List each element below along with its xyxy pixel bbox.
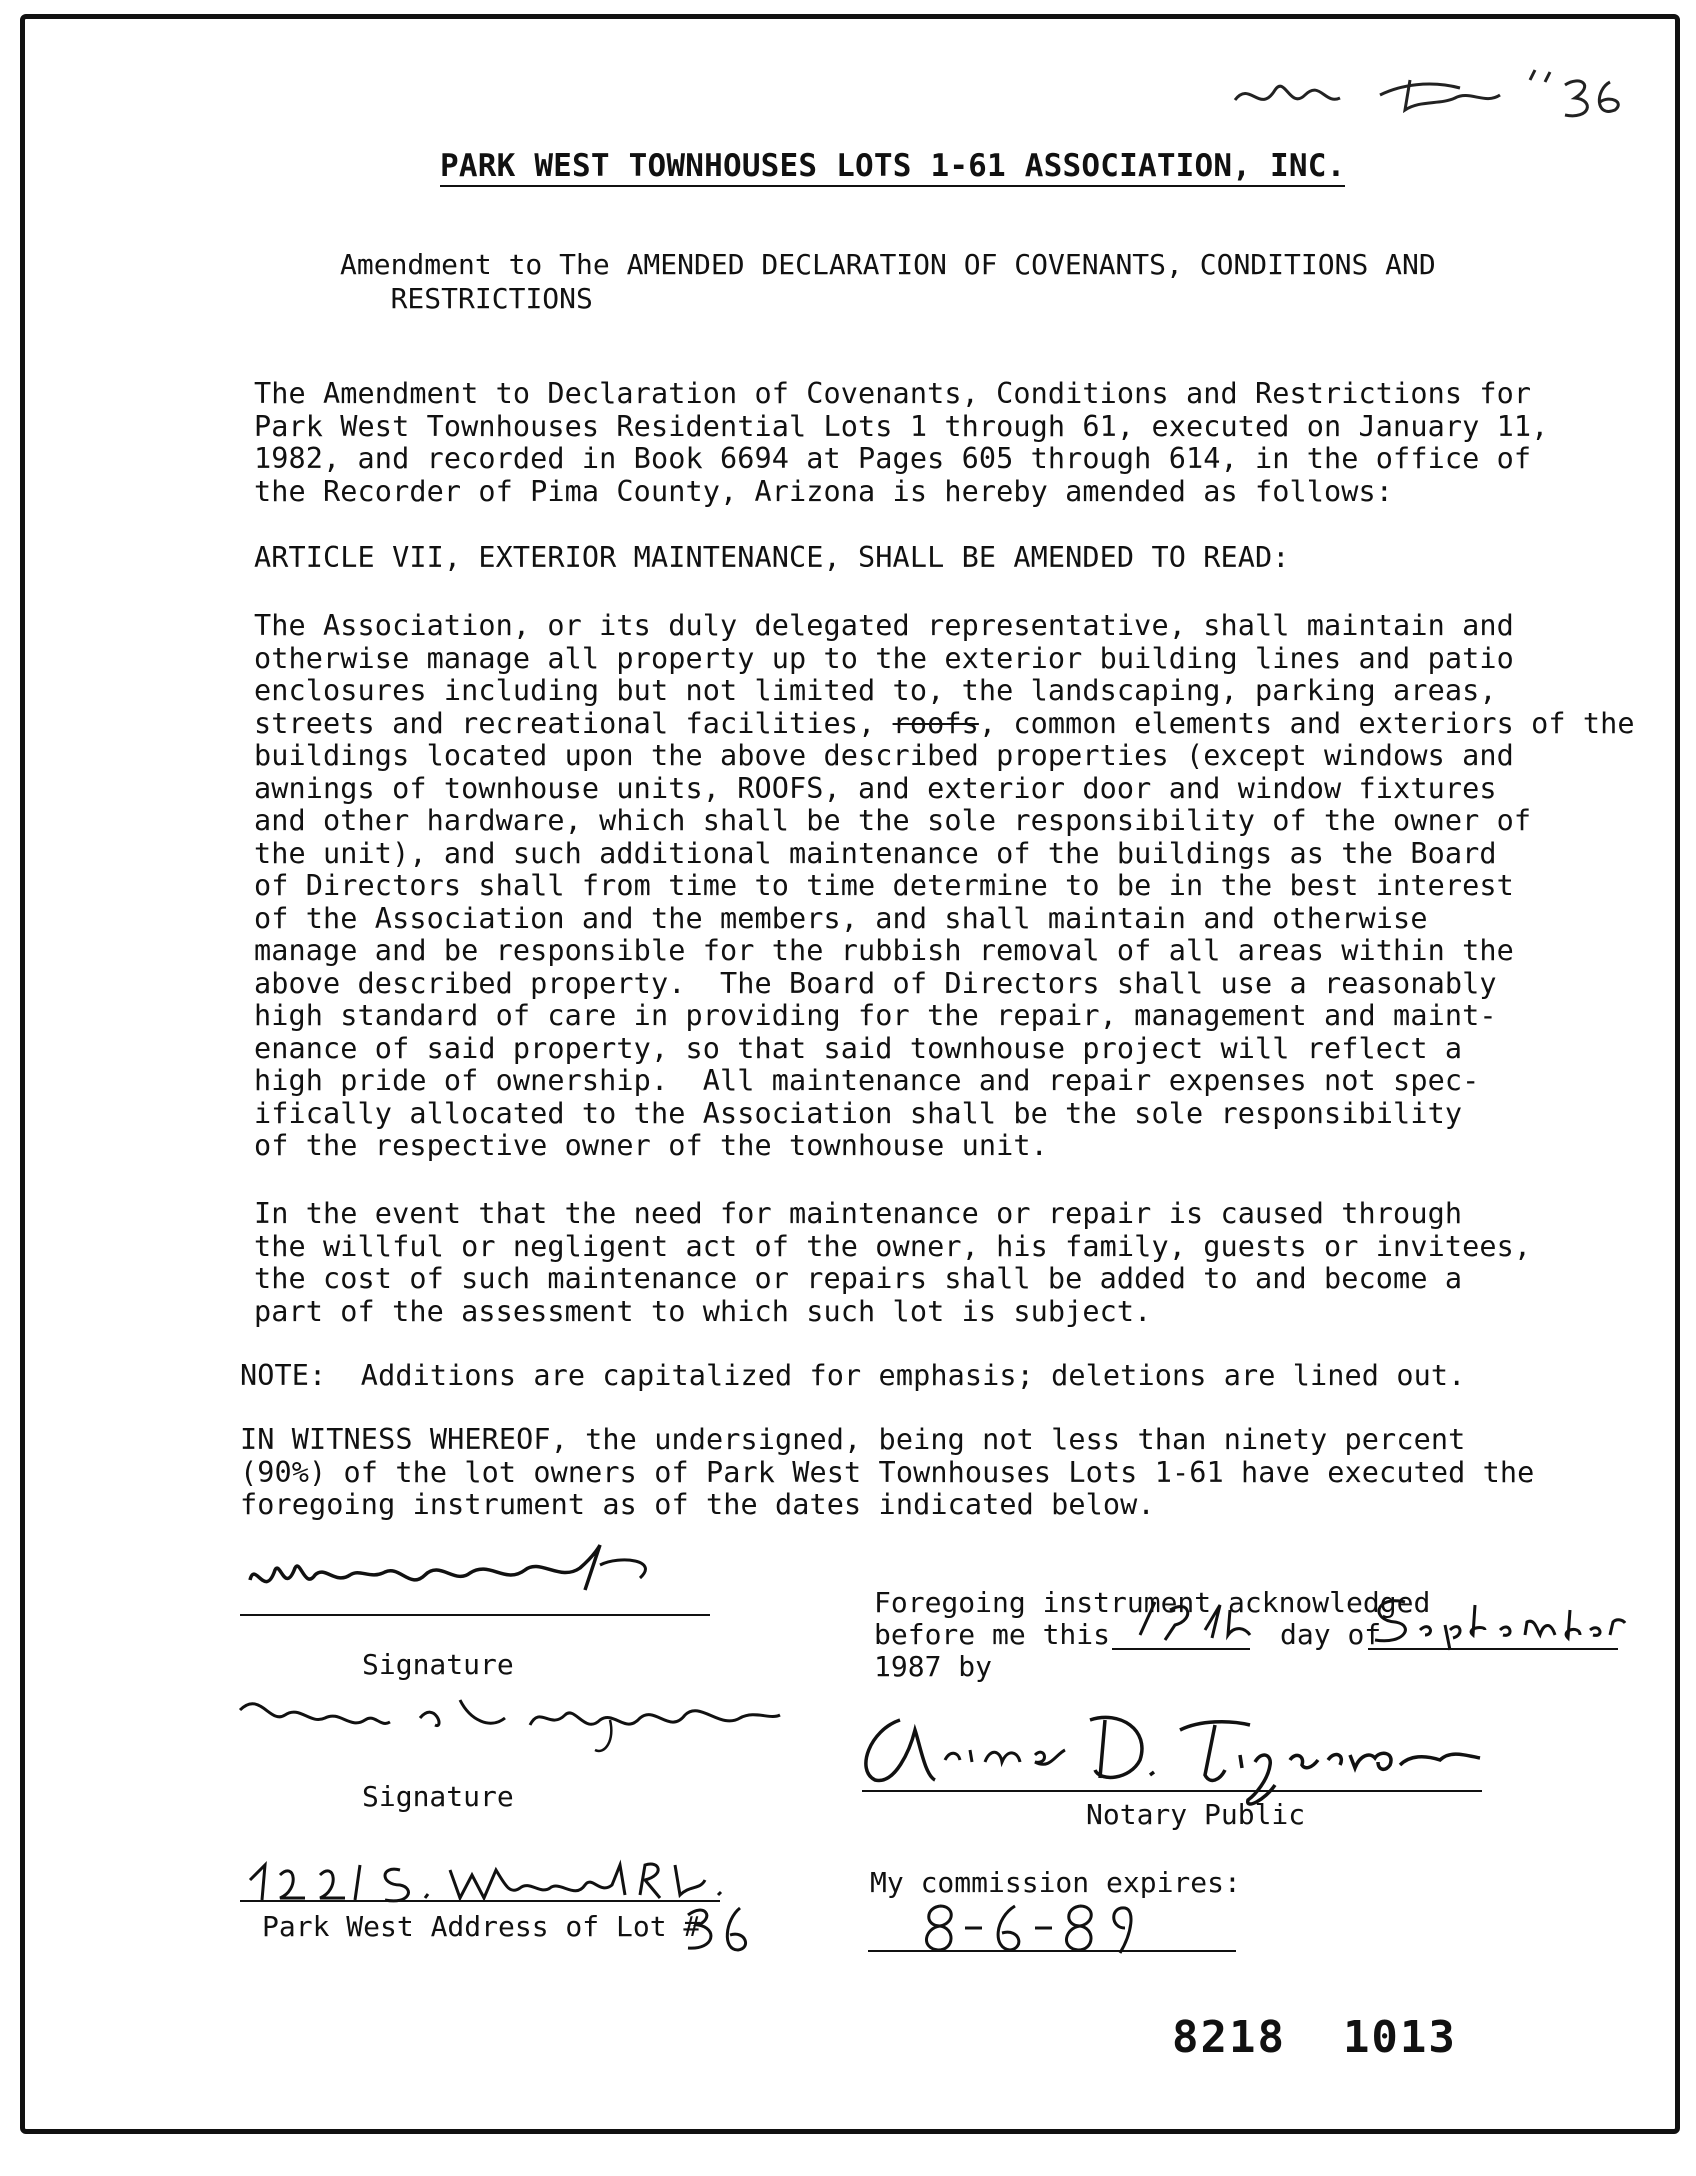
acknowledgement-middle: day of: [1280, 1618, 1382, 1651]
deleted-text: roofs: [892, 706, 979, 740]
acknowledgement-line-1: Foregoing instrument acknowledged: [874, 1586, 1431, 1619]
article-paragraph: [254, 610, 1635, 1163]
article-line: above described property. The Board of Directors shall use a reasonably: [254, 966, 1497, 1000]
article-line: of the respective owner of the townhouse unit.: [254, 1129, 1048, 1162]
article-line: of Directors shall from time to time determine to be in the best interest: [254, 869, 1514, 902]
article-line-text: , common elements and exteriors of the: [978, 706, 1635, 740]
intro-paragraph: [254, 378, 1548, 508]
address-label: Park West Address of Lot #: [262, 1910, 701, 1943]
article-line: manage and be responsible for the rubbish removal of all areas within the: [254, 934, 1514, 967]
document-subtitle: [340, 248, 1440, 316]
article-line: of the Association and the members, and shall maintain and otherwise: [254, 901, 1428, 935]
article-line: [254, 708, 1635, 741]
document-title: PARK WEST TOWNHOUSES LOTS 1-61 ASSOCIATION, INC.: [440, 148, 1345, 187]
witness-line: (90%) of the lot owners of Park West Townhouses Lots 1-61 have executed the: [240, 1455, 1535, 1489]
commission-date-line: [868, 1950, 1236, 1952]
subtitle-line-2: RESTRICTIONS: [390, 282, 593, 315]
event-line: the willful or negligent act of the owner, his family, guests or invitees,: [254, 1229, 1532, 1263]
event-line: part of the assessment to which such lot is subject.: [254, 1294, 1152, 1328]
notary-label: Notary Public: [1086, 1798, 1306, 1831]
signature-label-2: Signature: [362, 1780, 514, 1813]
event-line: the cost of such maintenance or repairs shall be added to and become a: [254, 1262, 1463, 1295]
commission-label: My commission expires:: [870, 1866, 1241, 1899]
article-line: the unit), and such additional maintenance of the buildings as the Board: [254, 836, 1497, 870]
signature-label-1: Signature: [362, 1648, 514, 1681]
article-line: high pride of ownership. All maintenance and repair expenses not spec-: [254, 1064, 1480, 1097]
lot-number-handwriting: [680, 1900, 760, 1960]
intro-line: the Recorder of Pima County, Arizona is hereby amended as follows:: [254, 474, 1394, 508]
intro-line: 1982, and recorded in Book 6694 at Pages 605 through 614, in the office of: [254, 442, 1532, 475]
event-line: In the event that the need for maintenance or repair is caused through: [254, 1197, 1463, 1230]
article-line: awnings of townhouse units, ROOFS, and exterior door and window fixtures: [254, 771, 1497, 805]
intro-line: Park West Townhouses Residential Lots 1 through 61, executed on January 11,: [254, 409, 1549, 443]
note-line: NOTE: Additions are capitalized for emphasis; deletions are lined out.: [240, 1359, 1466, 1392]
subtitle-line-1: Amendment to The AMENDED DECLARATION OF COVENANTS, CONDITIONS AND: [340, 248, 1436, 281]
address-line: [240, 1900, 720, 1902]
owner-signature-2: [230, 1680, 790, 1760]
ack-day-handwriting: [1120, 1590, 1280, 1650]
article-line: high standard of care in providing for the repair, management and maint-: [254, 999, 1497, 1032]
article-line-text: streets and recreational facilities,: [254, 706, 893, 740]
article-line: and other hardware, which shall be the sole responsibility of the owner of: [254, 804, 1532, 837]
event-paragraph: [254, 1198, 1531, 1328]
witness-paragraph: [240, 1424, 1534, 1522]
signature-line-1: [240, 1614, 710, 1616]
ack-day-line: [1112, 1648, 1250, 1650]
witness-line: IN WITNESS WHEREOF, the undersigned, being not less than ninety percent: [240, 1423, 1466, 1456]
witness-line: foregoing instrument as of the dates indicated below.: [240, 1488, 1155, 1521]
intro-line: The Amendment to Declaration of Covenants, Conditions and Restrictions for: [254, 377, 1532, 410]
acknowledgement-line-3: 1987 by: [874, 1650, 993, 1683]
article-line: enclosures including but not limited to, the landscaping, parking areas,: [254, 674, 1497, 707]
notary-signature-line: [862, 1790, 1482, 1792]
article-line: enance of said property, so that said townhouse project will reflect a: [254, 1031, 1463, 1065]
owner-signature-1: [240, 1540, 660, 1620]
article-heading: ARTICLE VII, EXTERIOR MAINTENANCE, SHALL BE AMENDED TO READ:: [254, 541, 1290, 574]
article-line: buildings located upon the above described properties (except windows and: [254, 739, 1514, 772]
ack-month-line: [1368, 1648, 1618, 1650]
acknowledgement-prefix: before me this: [874, 1618, 1111, 1651]
article-line: ifically allocated to the Association shall be the sole responsibility: [254, 1096, 1463, 1130]
article-line: otherwise manage all property up to the exterior building lines and patio: [254, 641, 1514, 675]
commission-date-handwriting: [920, 1898, 1140, 1958]
article-line: The Association, or its duly delegated representative, shall maintain and: [254, 609, 1514, 642]
recording-number: 8218 1013: [1172, 2012, 1457, 2063]
corner-handwritten-note: [1230, 60, 1630, 130]
